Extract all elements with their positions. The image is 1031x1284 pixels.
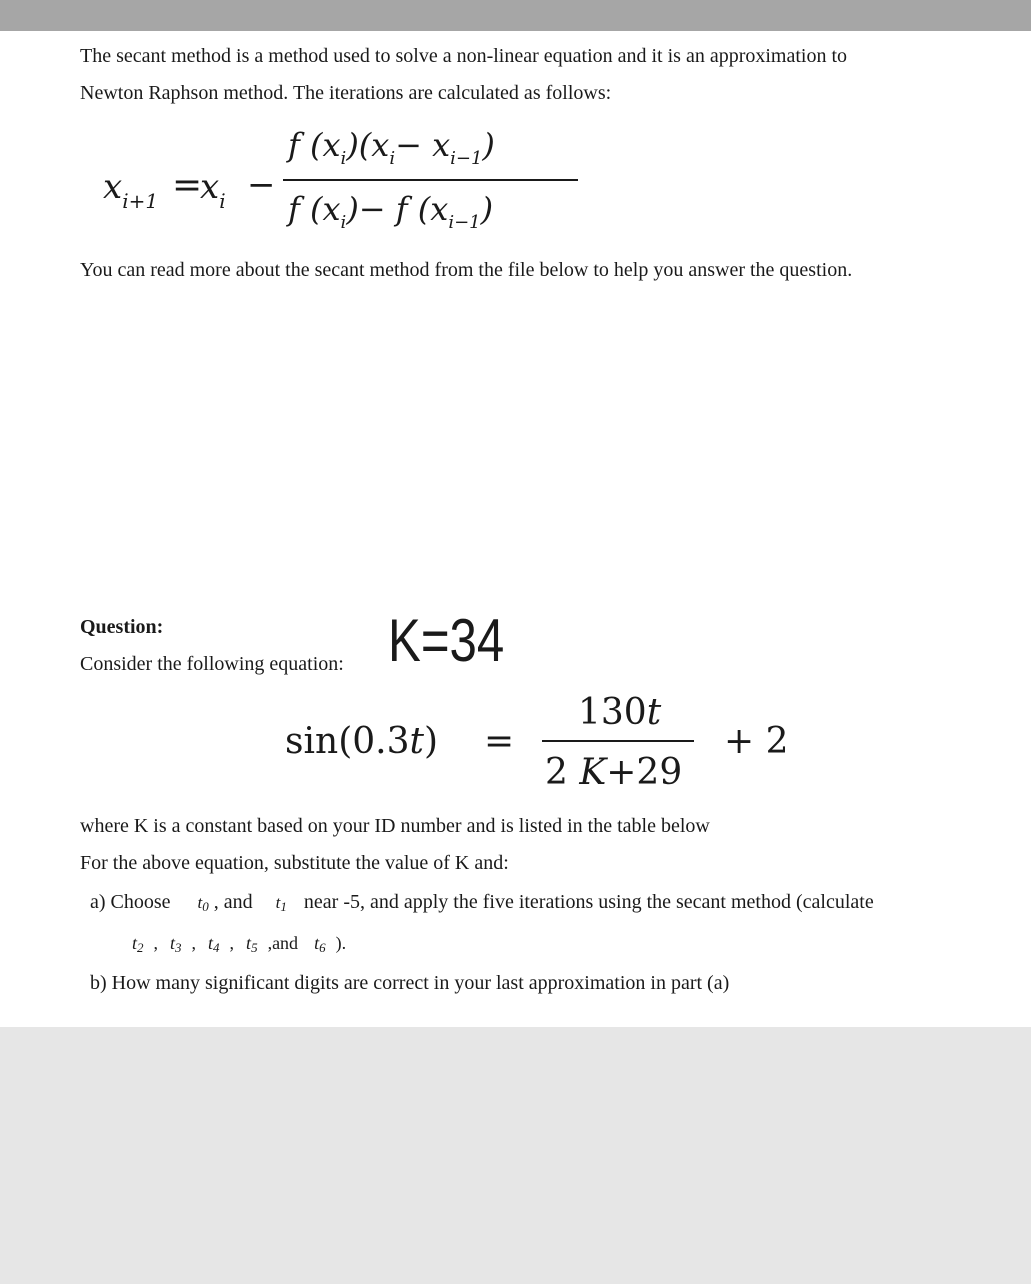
formula-xi: $x_i$ [200,167,226,213]
question-heading: Question: [80,616,164,638]
intro-line-1: The secant method is a method used to solve a non-linear equation and it is an approximation to [80,45,848,67]
formula-numerator: f $(x_i)(x_i- x_{i-1})$ [288,126,495,169]
formula-denominator: f $(x_i)- f$ $(x_{i-1})$ [288,190,494,233]
equation-denominator: 2 K+29 [545,752,683,793]
formula-equals: = [172,165,203,206]
intro-line-2: Newton Raphson method. The iterations are calculated as follows: [80,82,612,104]
top-bar [0,0,1031,31]
part-a-line: a) Choose $t_0$ , and $t_1$ near -5, and apply the five iterations using the secant method (calculate [90,891,874,914]
read-more-text: You can read more about the secant method from the file below to help you answer the question. [80,259,853,281]
document-page [0,31,1031,1027]
consider-text: Consider the following equation: [80,653,344,675]
equation-plus-two: + 2 [724,721,789,762]
part-a-list: $t_2$ , $t_3$ , $t_4$ , $t_5$ ,and $t_6$ ). [132,933,347,955]
formula-fraction-bar [283,179,578,181]
part-b-line: b) How many significant digits are correct in your last approximation in part (a) [90,972,730,994]
equation-numerator: 130t [578,692,662,733]
equation-lhs: sin(0.3t) [285,721,438,762]
where-text: where K is a constant based on your ID number and is listed in the table below [80,815,710,837]
formula-minus: − [247,165,276,205]
equation-equals: = [484,721,515,762]
k-value-note: K=34 [388,607,505,674]
equation-fraction-bar [542,740,694,742]
formula-lhs: $x_{i+1}$ [103,167,159,213]
substitute-text: For the above equation, substitute the value of K and: [80,852,509,874]
